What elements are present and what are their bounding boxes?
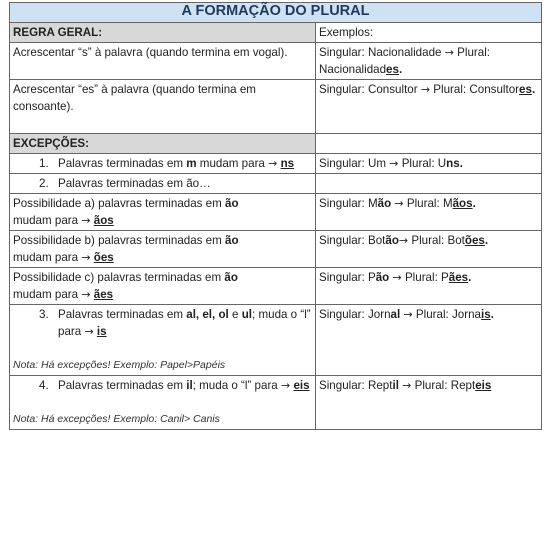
plural-ending: ns (280, 157, 295, 170)
rule-cell (10, 154, 316, 174)
plural-ending: is (481, 308, 491, 321)
example-cell: Singular: Reptil → Plural: Repteis (316, 376, 542, 430)
plural-ending: ãos (93, 214, 114, 227)
plural-ending: ões (464, 234, 485, 247)
rule-cell (10, 305, 316, 376)
rule-text: Palavras terminadas em il; muda o “l” para → eis (58, 379, 310, 392)
rule-cell: Possibilidade c) palavras terminadas em ão mudam para → ães (10, 268, 316, 305)
example-singular: Singular: Bot (319, 234, 386, 247)
rule-text: Palavras terminadas em ão… (58, 177, 211, 190)
example-cell: Singular: Jornal → Plural: Jornais. (316, 305, 542, 376)
title-row (10, 3, 542, 23)
rule-text: Possibilidade b) palavras terminadas em (13, 234, 222, 247)
arrow-icon: → (402, 379, 412, 392)
plural-ending: ães (448, 271, 469, 284)
exception-note: Nota: Há excepções! Exemplo: Papel>Papéis (13, 359, 226, 371)
table-row (10, 194, 542, 231)
example-plural: Plural: Bot (411, 234, 465, 247)
example-plural: Plural: M (406, 197, 453, 210)
plural-ending: ãos (452, 197, 473, 210)
rule-text: Possibilidade c) palavras terminadas em (13, 271, 222, 284)
example-cell (316, 43, 542, 80)
plural-ending: is (96, 325, 107, 338)
header-row (10, 23, 542, 43)
arrow-icon: → (392, 271, 402, 284)
empty-cell (316, 174, 542, 194)
example-plural-label: Plural: (457, 46, 491, 59)
plural-ending: eis (475, 379, 492, 392)
arrow-icon: → (81, 251, 91, 264)
plural-ending: es (386, 63, 399, 76)
table-row (10, 376, 542, 430)
table-row (10, 268, 542, 305)
example-singular: Singular: Rept (319, 379, 393, 392)
empty-cell (316, 134, 542, 154)
plural-ending: eis (293, 379, 310, 392)
arrow-icon: → (281, 379, 291, 392)
list-number: 3. (39, 308, 49, 321)
list-number: 1. (39, 157, 49, 170)
table-title: A FORMAÇÃO DO PLURAL (10, 3, 542, 23)
arrow-icon: → (81, 288, 91, 301)
arrow-icon: → (420, 83, 431, 96)
plural-ending: es (519, 83, 532, 96)
example-plural: Plural: Rept (414, 379, 476, 392)
plural-rules-table (9, 2, 542, 430)
rule-cell: Possibilidade b) palavras terminadas em ão mudam para → ões (10, 231, 316, 268)
rule-text: Palavras terminadas em m mudam para → ns (58, 157, 295, 170)
arrow-icon: → (268, 157, 278, 170)
example-plural: Plural: Jorna (415, 308, 481, 321)
plural-ending: ães (93, 288, 114, 301)
arrow-icon: → (81, 214, 91, 227)
example-period: . (531, 83, 536, 96)
example-plural: Plural: P (404, 271, 449, 284)
example-cell: Singular: Mão → Plural: Mãos. (316, 194, 542, 231)
list-number: 4. (39, 379, 49, 392)
example-singular: Singular: Um (319, 157, 387, 170)
rules-header-label: REGRA GERAL: (13, 26, 103, 39)
table-row (10, 231, 542, 268)
arrow-icon: → (444, 46, 454, 59)
table-row (10, 305, 542, 376)
table-row (10, 80, 542, 134)
exceptions-header-row (10, 134, 542, 154)
list-number: 2. (39, 177, 49, 190)
arrow-icon: → (84, 325, 94, 338)
table-row (10, 174, 542, 194)
exceptions-header (10, 134, 316, 154)
exception-note: Nota: Há excepções! Exemplo: Canil> Canis (13, 413, 220, 425)
arrow-icon: → (389, 157, 399, 170)
example-period: . (398, 63, 403, 76)
example-cell (316, 80, 542, 134)
rule-text: Acrescentar “es” à palavra (quando termina em consoante). (13, 83, 256, 113)
rule-cell (10, 43, 316, 80)
table-row (10, 154, 542, 174)
example-singular: Singular: Nacionalidade (319, 46, 442, 59)
plural-ending: ões (93, 251, 114, 264)
plural-ending: ns. (446, 157, 463, 170)
arrow-icon: → (398, 234, 409, 247)
example-plural: Consultor (469, 83, 520, 96)
example-singular: Singular: P (319, 271, 376, 284)
rule-text: Palavras terminadas em al, el, ol e ul; muda o “l” para → is (58, 308, 311, 338)
example-cell (316, 154, 542, 174)
plural-rules-document (9, 2, 541, 430)
rule-cell (10, 80, 316, 134)
examples-header: Exemplos: (316, 23, 542, 43)
example-cell: Singular: Pão → Plural: Pães. (316, 268, 542, 305)
example-singular: Singular: Jorn (319, 308, 391, 321)
table-row (10, 43, 542, 80)
rule-text: Possibilidade a) palavras terminadas em (13, 197, 222, 210)
example-plural: Nacionalidad (319, 63, 387, 76)
rule-cell: Possibilidade a) palavras terminadas em ão mudam para → ãos (10, 194, 316, 231)
rule-text: Acrescentar “s” à palavra (quando termina em vogal). (13, 46, 288, 59)
example-plural-label: Plural: (433, 83, 467, 96)
rule-cell (10, 376, 316, 430)
example-plural: Plural: U (401, 157, 447, 170)
example-cell: Singular: Botão→ Plural: Botões. (316, 231, 542, 268)
arrow-icon: → (403, 308, 413, 321)
exceptions-label: EXCEPÇÕES: (13, 137, 90, 150)
example-singular: Singular: Consultor (319, 83, 418, 96)
example-singular: Singular: M (319, 197, 378, 210)
rule-cell (10, 174, 316, 194)
rules-header (10, 23, 316, 43)
arrow-icon: → (394, 197, 404, 210)
